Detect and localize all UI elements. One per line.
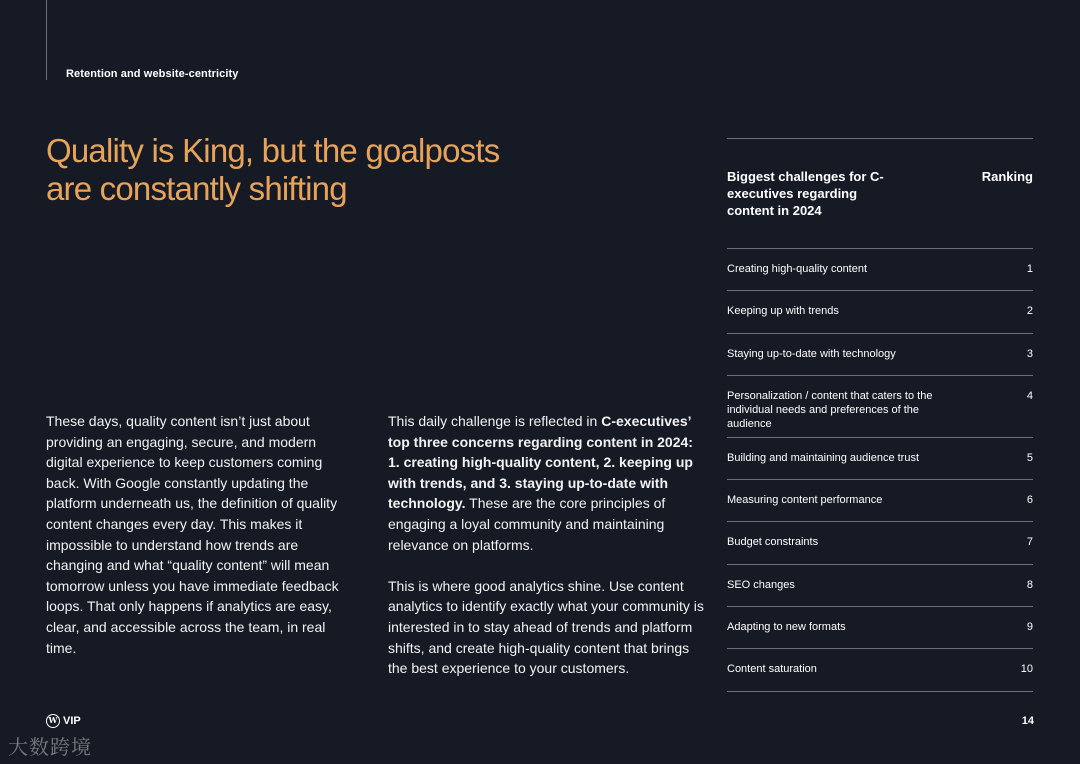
row-rank: 8: [1026, 578, 1033, 591]
row-label: Adapting to new formats: [727, 621, 846, 634]
page-number: 14: [1021, 715, 1034, 727]
row-rank: 9: [1026, 621, 1033, 634]
row-rank: 5: [1026, 451, 1033, 464]
footer-brand: [46, 714, 81, 728]
p1-intro: This daily challenge is reflected in: [388, 413, 602, 429]
body-column-left: [46, 411, 351, 658]
row-label: Keeping up with trends: [727, 305, 839, 318]
table-row: [727, 565, 1033, 607]
body-column-right: [388, 411, 706, 679]
headline-line-2: are constantly shifting: [46, 170, 347, 207]
table-row: [727, 376, 1033, 438]
page-headline: [46, 132, 606, 208]
body-right-paragraph-2: This is where good analytics shine. Use content analytics to identify exactly what your community is interested in to stay ahead of trends and platform shifts, and create high-quality content that brings the best experience to your customers.: [388, 577, 704, 677]
table-header: [727, 139, 1033, 249]
row-label: Measuring content performance: [727, 494, 883, 507]
headline-line-1: Quality is King, but the goalposts: [46, 132, 500, 169]
wordpress-logo-icon: W: [46, 714, 60, 728]
row-label: SEO changes: [727, 578, 795, 591]
body-right-paragraph-1: [388, 411, 706, 555]
body-left-paragraph: These days, quality content isn’t just about providing an engaging, secure, and modern digital experience to keep customers coming back. With Google constantly updating the platform underneath us, the definition of quality content changes every day. This makes it impossible to understand how trends are changing and what “quality content” will mean tomorrow unless you have immediate feedback loops. That only happens if analytics are easy, clear, and accessible across the team, in real time.: [46, 413, 339, 656]
table-header-ranking: Ranking: [981, 169, 1033, 184]
row-label: Creating high-quality content: [727, 263, 868, 275]
table-row: [727, 649, 1033, 691]
row-label: Building and maintaining audience trust: [727, 451, 920, 464]
row-rank: 1: [1026, 263, 1033, 275]
row-rank: 4: [1026, 389, 1033, 402]
p1-outro: These are the core principles of engaging a loyal community and maintaining relevance on platforms.: [388, 495, 666, 553]
table-row: [727, 291, 1033, 333]
row-rank: 7: [1026, 536, 1033, 549]
table-row: [727, 480, 1033, 522]
table-row: [727, 334, 1033, 376]
row-label: Staying up-to-date with technology: [727, 347, 896, 360]
table-header-challenges: Biggest challenges for C-executives regarding content in 2024: [727, 169, 884, 218]
table-row: [727, 607, 1033, 649]
row-rank: 6: [1026, 494, 1033, 507]
row-rank: 3: [1026, 347, 1033, 360]
table-row: [727, 249, 1033, 291]
row-label: Content saturation: [727, 663, 817, 676]
challenges-ranking-table: [727, 138, 1033, 692]
row-rank: 2: [1026, 305, 1033, 318]
watermark: 大数跨境: [8, 735, 92, 759]
row-label: Budget constraints: [727, 536, 819, 549]
table-row: [727, 522, 1033, 564]
p1-bold-concerns: C-executives’ top three concerns regarding content in 2024: 1. creating high-quality content, 2. keeping up with trends, and 3. staying up-to-date with technology.: [388, 413, 693, 512]
table-row: [727, 438, 1033, 480]
row-rank: 10: [1020, 663, 1033, 676]
header-divider-line: [46, 0, 47, 80]
section-label: Retention and website-centricity: [66, 68, 239, 80]
footer-brand-text: VIP: [63, 715, 81, 727]
row-label: Personalization / content that caters to the individual needs and preferences of the audience: [727, 389, 933, 430]
